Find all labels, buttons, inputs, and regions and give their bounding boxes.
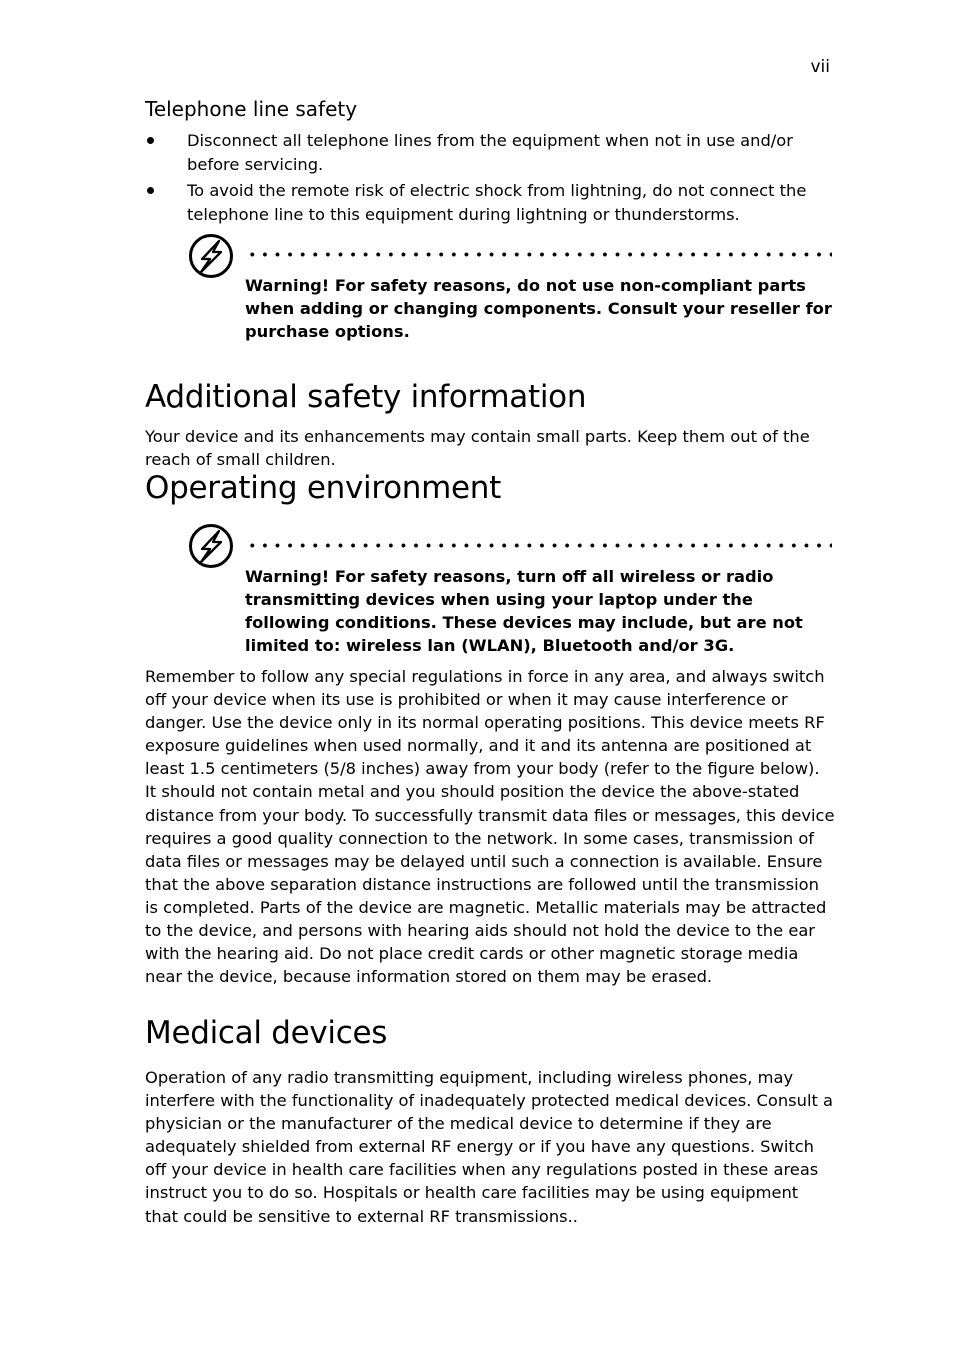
medical-heading: Medical devices [145, 1015, 388, 1051]
medical-body-block [145, 1066, 835, 1228]
additional-heading: Additional safety information [145, 379, 587, 415]
medical-body: Operation of any radio transmitting equipment, including wireless phones, may interfere with the functionality of inadequately protected medical devices. Consult a physician or the manufacturer of the medical device to determine if they are adequately shielded from external RF energy or if you have any questions. Switch off your device in health care facilities when any regulations posted in these areas instruct you to do so. Hospitals or health care facilities may be using equipment that could be sensitive to external RF transmissions.. [145, 1068, 834, 1226]
medical-section [145, 1014, 835, 1052]
additional-section [145, 378, 835, 416]
additional-body: Your device and its enhancements may contain small parts. Keep them out of the reach of small children. [145, 427, 810, 470]
operating-warning-text: Warning! For safety reasons, turn off all wireless or radio transmitting devices when using your laptop under the following conditions. These devices may include, but are not limited to: wireless lan (WLAN), Bluetooth and/or 3G. [245, 567, 803, 656]
operating-heading: Operating environment [145, 470, 501, 506]
bullet-item [145, 129, 835, 176]
warning-dotted-rule [246, 543, 832, 548]
operating-section [145, 469, 835, 507]
operating-body: Remember to follow any special regulations in force in any area, and always switch off your device when its use is prohibited or when it may cause interference or danger. Use the device only in its normal operating positions. This device meets RF exposure guidelines when used normally, and it and its antenna are positioned at least 1.5 centimeters (5/8 inches) away from your body (refer to the figure below). It should not contain metal and you should position the device the above-stated distance from your body. To successfully transmit data files or messages, this device requires a good quality connection to the network. In some cases, transmission of data files or messages may be delayed until such a connection is available. Ensure that the above separation distance instructions are followed until the transmission is completed. Parts of the device are magnetic. Metallic materials may be attracted to the device, and persons with hearing aids should not hold the device to the ear with the hearing aid. Do not place credit cards or other magnetic storage media near the device, because information stored on them may be erased. [145, 667, 835, 987]
telephone-section [145, 96, 835, 122]
lightning-warning-icon [188, 233, 234, 279]
page-number: vii [810, 57, 830, 77]
operating-body-block [145, 665, 835, 988]
bullet-dot-icon [147, 137, 154, 144]
bullet-item [145, 179, 835, 226]
bullet-dot-icon [147, 187, 154, 194]
bullet-text: To avoid the remote risk of electric shock from lightning, do not connect the telephone line to this equipment during lightning or thunderstorms. [187, 181, 807, 224]
bullet-text: Disconnect all telephone lines from the equipment when not in use and/or before servicing. [187, 131, 793, 174]
warning-dotted-rule [246, 252, 832, 257]
telephone-bullet-list [145, 129, 835, 229]
telephone-heading: Telephone line safety [145, 97, 358, 121]
lightning-warning-icon [188, 523, 234, 569]
additional-body-block [145, 425, 835, 471]
telephone-warning-text: Warning! For safety reasons, do not use non-compliant parts when adding or changing components. Consult your reseller for purchase options. [245, 276, 832, 342]
